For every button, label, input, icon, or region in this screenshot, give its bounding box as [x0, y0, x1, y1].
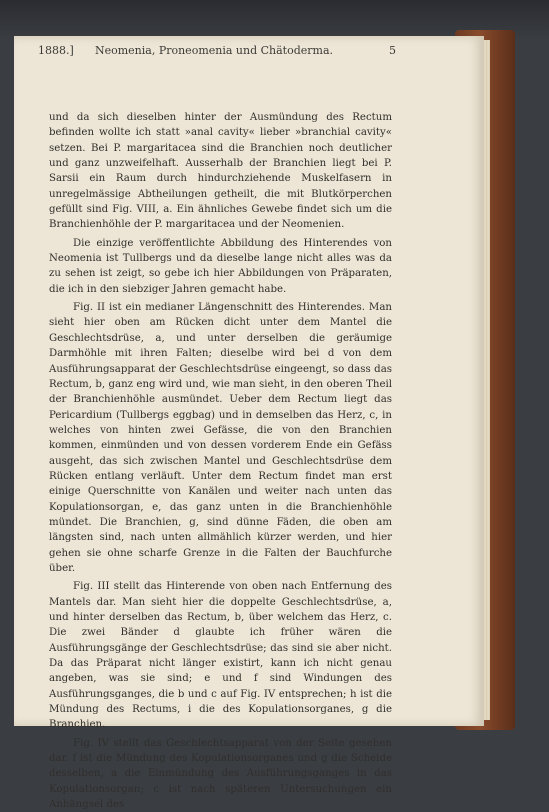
paragraph-3: Fig. II ist ein medianer Längenschnitt des Hinterendes. Man sieht hier oben am Rücken dicht unter dem Mantel die Geschlechtsdrüse, a, und unter derselben die geräumige Darmhöhle mit ihren Falten; dieselbe wird bei d von dem Ausführungsapparat der Geschlechtsdrüse eingeengt, so dass das Rectum, b, ganz eng wird und, wie man sieht, in den oberen Theil der Branchienhöhle ausmündet. Ueber dem Rectum liegt das Pericardium (Tullbergs eggbag) und in demselben das Herz, c, in welches von hinten zwei Gefässe, die von den Branchien kommen, einmünden und von dessen vorderem Ende ein Gefäss ausgeht, das sich zwischen Mantel und Geschlechtsdrüse dem Rücken entlang verläuft. Unter dem Rectum findet man erst einige Querschnitte von Kanälen und weiter nach unten das Kopulationsorgan, e, das ganz unten in die Branchienhöhle mündet. Die Branchien, g, sind dünne Fäden, die oben am längsten sind, nach unten allmählich kürzer werden, und hier gehen sie ohne scharfe Grenze in die Falten der Bauchfurche über. — [49, 302, 392, 574]
header-title: Neomenia, Proneomenia und Chätoderma. — [94, 44, 334, 57]
paragraph-5: Fig. IV stellt das Geschlechtsapparat von der Seite gesehen dar. f ist die Mündung des Kopulationsorganes und g die Scheide desselben, a die Einmündung des Ausführungsganges in das Kopulationsorgan; c ist nach späteren Untersuchungen ein Anhängsel des — [49, 737, 392, 811]
page-number: 5 — [389, 44, 396, 57]
paragraph-4: Fig. III stellt das Hinterende von oben nach Entfernung des Mantels dar. Man sieht hier die doppelte Geschlechtsdrüse, a, und hinter derselben das Rectum, b, über welchem das Herz, c. Die zwei Bänder d glaubte ich früher wären die Ausführungsgänge der Geschlechtsdrüse; das sind sie aber nicht. Da das Präparat nicht länger existirt, kann ich nicht genau angeben, was sie sind; e und f sind Windungen des Ausführungsganges, die b und c auf Fig. IV entsprechen; h ist die Mündung des Rectums, i die des Kopulationsorganes, g die Branchien. — [49, 581, 392, 731]
header-year: 1888.] — [38, 44, 74, 57]
paragraph-1: und da sich dieselben hinter der Ausmündung des Rectum befinden wollte ich statt »anal cavity« lieber »branchial cavity« setzen. Bei P. margaritacea sind die Branchien noch deutlicher und ganz unzweifelhaft. Ausserhalb der Branchien liegt bei P. Sarsii ein Raum durch hindurchziehende Muskelfasern in unregelmässige Abtheilungen getheilt, die mit Blutkörperchen gefüllt sind Fig. VIII, a. Ein ähnliches Gewebe findet sich um die Branchienhöhle der P. margaritacea und der Neomenien. — [49, 112, 392, 231]
paragraph-2: Die einzige veröffentlichte Abbildung des Hinterendes von Neomenia ist Tullbergs und da dieselbe lange nicht alles was da zu sehen ist zeigt, so gebe ich hier Abbildungen von Präparaten, die ich in den siebziger Jahren gemacht habe. — [49, 237, 392, 295]
body-text — [49, 110, 392, 812]
running-header — [38, 44, 396, 60]
